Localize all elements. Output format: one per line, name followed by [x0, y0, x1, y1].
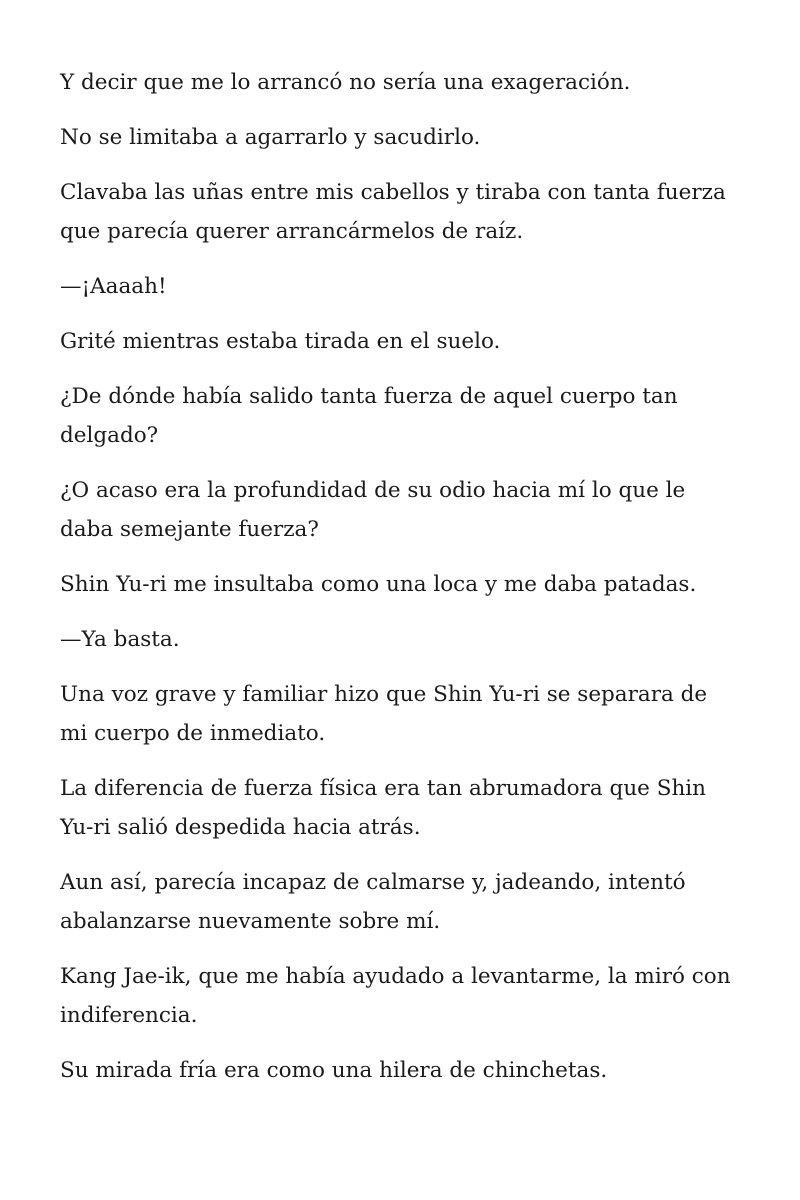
- paragraph: Kang Jae-ik, que me había ayudado a levantarme, la miró con indiferencia.: [60, 964, 731, 1028]
- paragraph: No se limitaba a agarrarlo y sacudirlo.: [60, 125, 481, 150]
- paragraph: Y decir que me lo arrancó no sería una exageración.: [60, 70, 631, 95]
- paragraph: ¿De dónde había salido tanta fuerza de aquel cuerpo tan delgado?: [60, 384, 678, 448]
- paragraph: —¡Aaaah!: [60, 274, 167, 299]
- paragraph: Shin Yu-ri me insultaba como una loca y me daba patadas.: [60, 572, 697, 597]
- paragraph: —Ya basta.: [60, 627, 180, 652]
- paragraph: La diferencia de fuerza física era tan abrumadora que Shin Yu-ri salió despedida hacia atrás.: [60, 776, 707, 840]
- paragraph: ¿O acaso era la profundidad de su odio hacia mí lo que le daba semejante fuerza?: [60, 478, 686, 542]
- paragraph: Clavaba las uñas entre mis cabellos y tiraba con tanta fuerza que parecía querer arrancármelos de raíz.: [60, 180, 726, 244]
- paragraph: Su mirada fría era como una hilera de chinchetas.: [60, 1058, 608, 1083]
- paragraph: Una voz grave y familiar hizo que Shin Yu-ri se separara de mi cuerpo de inmediato.: [60, 682, 708, 746]
- document-body: [60, 63, 740, 1106]
- paragraph: Grité mientras estaba tirada en el suelo.: [60, 329, 501, 354]
- paragraph: Aun así, parecía incapaz de calmarse y, jadeando, intentó abalanzarse nuevamente sobre mí.: [60, 870, 686, 934]
